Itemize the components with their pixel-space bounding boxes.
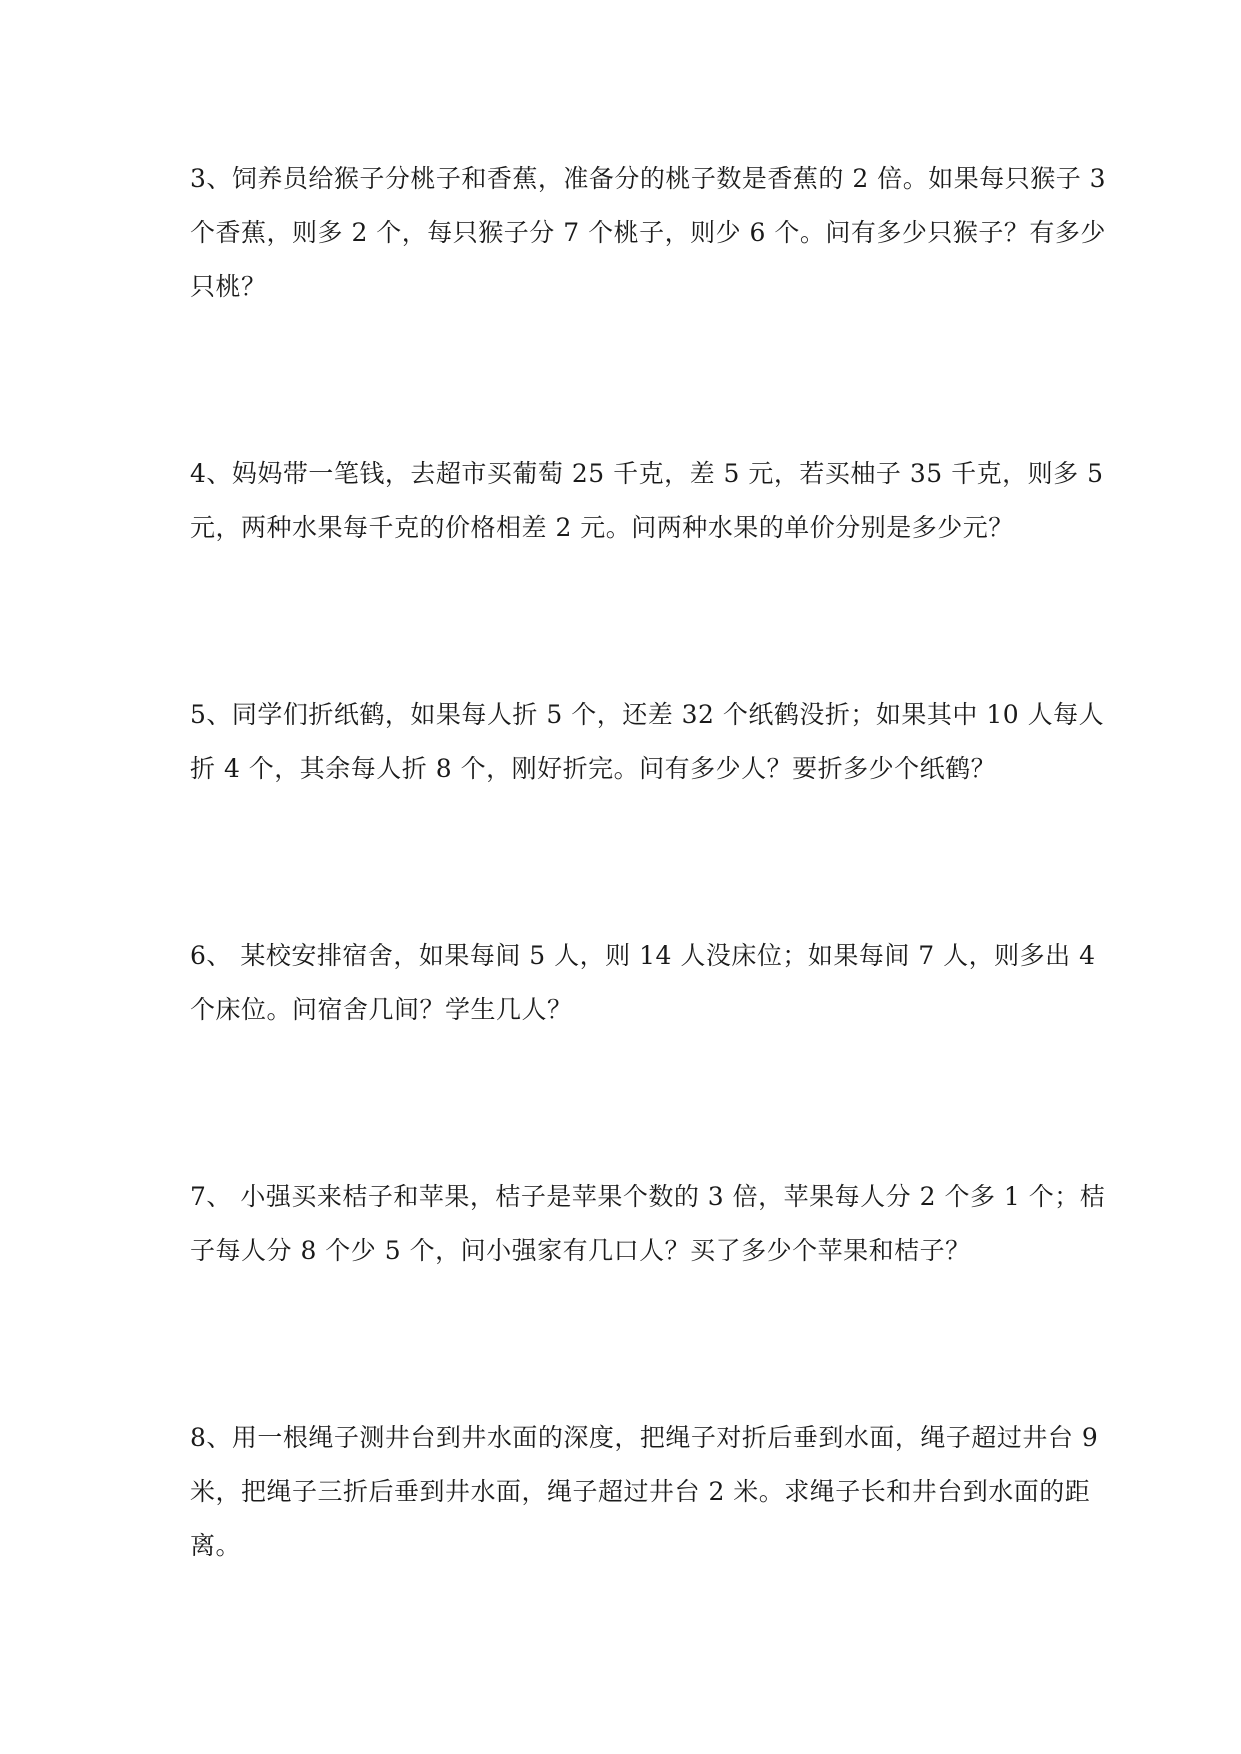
problem-3 — [190, 152, 1107, 314]
problem-3-line-2: 个香蕉，则多 2 个，每只猴子分 7 个桃子，则少 6 个。问有多少只猴子？有多少 — [190, 218, 1106, 247]
problem-8-line-2: 米，把绳子三折后垂到井水面，绳子超过井台 2 米。求绳子长和井台到水面的距 — [190, 1477, 1091, 1506]
problem-6-line-2: 个床位。问宿舍几间？学生几人？ — [190, 995, 573, 1024]
problem-3-line-1: 3、饲养员给猴子分桃子和香蕉，准备分的桃子数是香蕉的 2 倍。如果每只猴子 3 — [190, 164, 1107, 193]
problem-8-line-1: 8、用一根绳子测井台到井水面的深度，把绳子对折后垂到水面，绳子超过井台 9 — [190, 1423, 1099, 1452]
problem-4 — [190, 447, 1104, 555]
problem-3-line-3: 只桃？ — [190, 272, 267, 301]
problem-7 — [190, 1170, 1106, 1278]
problem-4-line-2: 元，两种水果每千克的价格相差 2 元。问两种水果的单价分别是多少元？ — [190, 513, 1014, 542]
problem-5 — [190, 688, 1105, 796]
problem-7-line-1: 7、 小强买来桔子和苹果，桔子是苹果个数的 3 倍，苹果每人分 2 个多 1 个；桔 — [190, 1182, 1106, 1211]
problem-5-line-1: 5、同学们折纸鹤，如果每人折 5 个，还差 32 个纸鹤没折；如果其中 10 人每人 — [190, 700, 1105, 729]
problem-5-line-2: 折 4 个，其余每人折 8 个，刚好折完。问有多少人？要折多少个纸鹤？ — [190, 754, 997, 783]
problem-4-line-1: 4、妈妈带一笔钱，去超市买葡萄 25 千克，差 5 元，若买柚子 35 千克，则多 5 — [190, 459, 1104, 488]
problem-8 — [190, 1411, 1099, 1573]
problem-6 — [190, 929, 1096, 1037]
problem-7-line-2: 子每人分 8 个少 5 个，问小强家有几口人？买了多少个苹果和桔子？ — [190, 1236, 971, 1265]
problem-6-line-1: 6、 某校安排宿舍，如果每间 5 人，则 14 人没床位；如果每间 7 人，则多出 4 — [190, 941, 1096, 970]
problem-8-line-3: 离。 — [190, 1531, 242, 1560]
